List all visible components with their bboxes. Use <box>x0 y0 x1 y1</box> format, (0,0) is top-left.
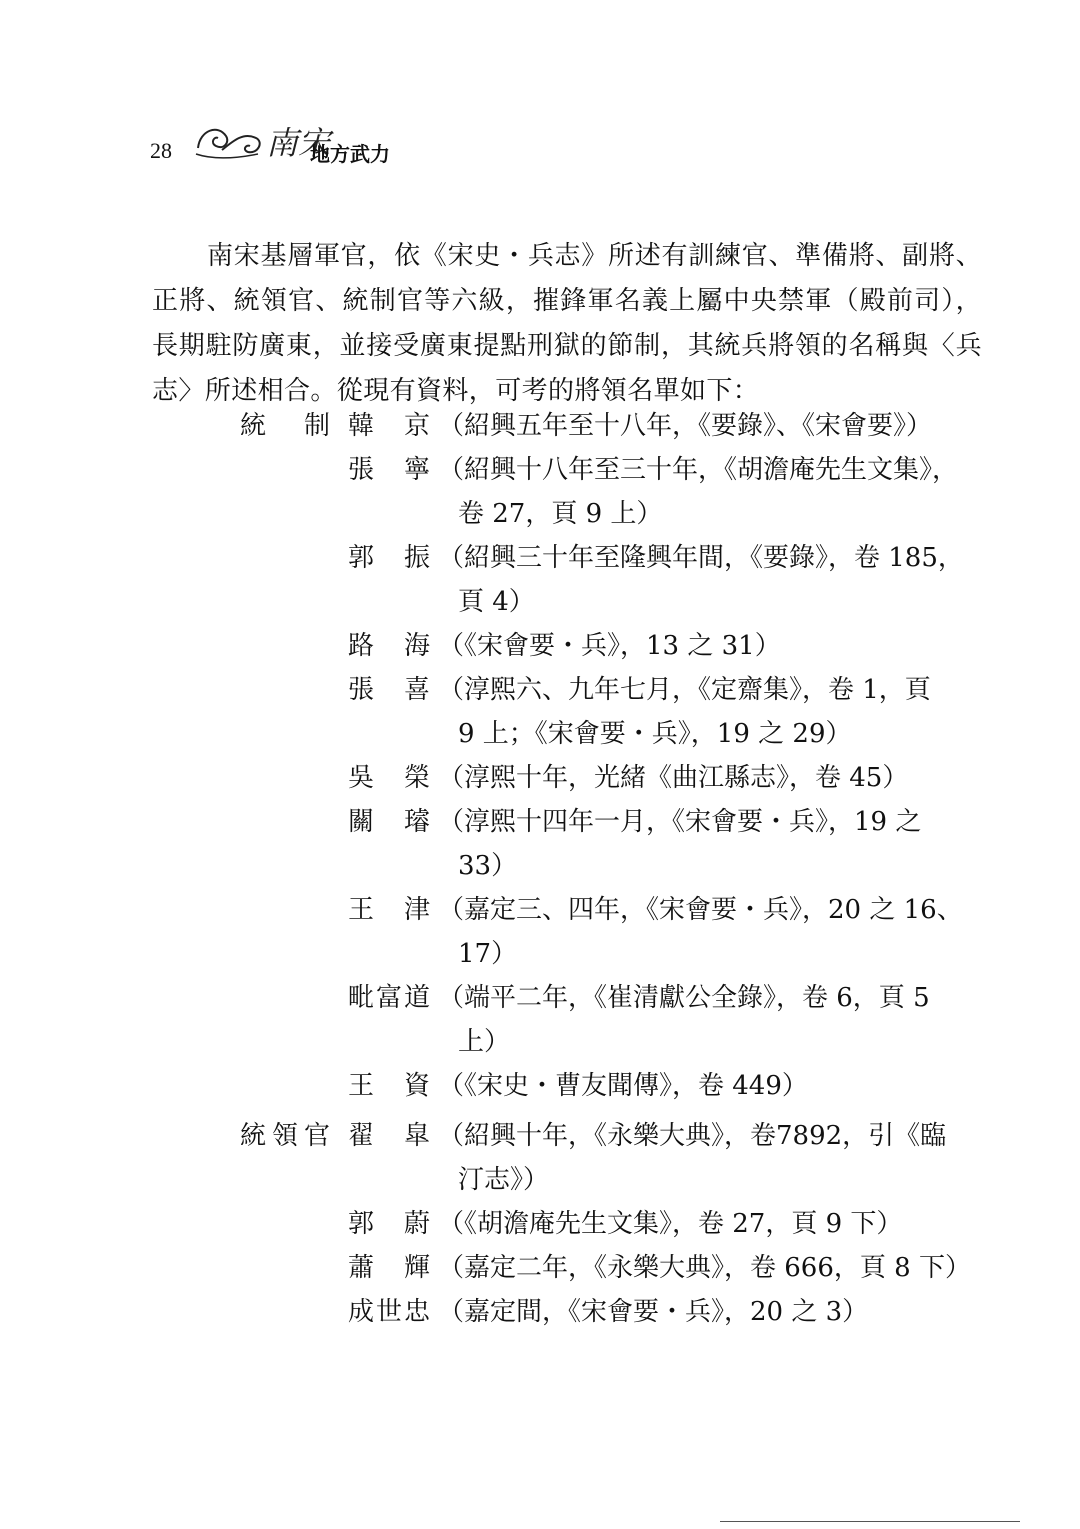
entry-source: （紹興十年，《永樂大典》，卷7892，引《臨 <box>438 1121 947 1151</box>
entry-source: （《宋會要・兵》，13 之 31） <box>438 631 781 661</box>
general-name: 吳 榮 <box>348 763 433 793</box>
entry-source: （淳熙六、九年七月，《定齋集》，卷 1，頁 <box>438 675 931 705</box>
entry-source-cont: 33） <box>458 851 518 881</box>
entry-source-cont: 上） <box>458 1027 511 1057</box>
general-name: 蕭 輝 <box>348 1253 433 1283</box>
intro-paragraph: 南宋基層軍官，依《宋史・兵志》所述有訓練官、準備將、副將、正將、統領官、統制官等六級，摧鋒軍名義上屬中央禁軍（殿前司），長期駐防廣東，並接受廣東提點刑獄的節制，其統兵將領的名稱與〈兵志〉所述相合。從現有資料，可考的將領名單如下： <box>152 241 982 406</box>
page-number: 28 <box>150 138 172 163</box>
general-name: 郭 振 <box>348 543 433 573</box>
entry-source: （《胡澹庵先生文集》，卷 27，頁 9 下） <box>438 1209 903 1239</box>
entry-source: （端平二年，《崔清獻公全錄》，卷 6，頁 5 <box>438 983 930 1013</box>
general-name: 張 喜 <box>348 675 433 705</box>
entry-source: （《宋史・曹友聞傳》，卷 449） <box>438 1071 808 1101</box>
general-name: 王 津 <box>348 895 433 925</box>
scan-edge-divider <box>720 1521 1020 1522</box>
entry-source: （嘉定二年，《永樂大典》，卷 666，頁 8 下） <box>438 1253 971 1283</box>
general-name: 翟 皐 <box>348 1121 433 1151</box>
general-name: 韓 京 <box>348 411 433 441</box>
category-label: 統領官 <box>240 1121 337 1151</box>
entry-source-cont: 汀志》） <box>458 1165 550 1195</box>
entry-source: （嘉定間，《宋會要・兵》，20 之 3） <box>438 1297 869 1327</box>
entry-source-cont: 17） <box>458 939 518 969</box>
general-name: 成世忠 <box>348 1297 433 1327</box>
entry-source-cont: 頁 4） <box>458 587 535 617</box>
entry-source: （淳熙十四年一月，《宋會要・兵》，19 之 <box>438 807 922 837</box>
category-label: 統 制 <box>240 411 337 441</box>
general-name: 王 資 <box>348 1071 433 1101</box>
entry-source: （嘉定三、四年，《宋會要・兵》，20 之 16、 <box>438 895 963 925</box>
entry-source-cont: 9 上；《宋會要・兵》，19 之 29） <box>458 719 852 749</box>
general-name: 路 海 <box>348 631 433 661</box>
general-name: 張 寧 <box>348 455 433 485</box>
entry-source: （紹興十八年至三十年，《胡澹庵先生文集》， <box>438 455 959 485</box>
entry-source-cont: 卷 27，頁 9 上） <box>458 499 663 529</box>
svg-text:南宋: 南宋 <box>266 124 331 162</box>
general-name: 關 璿 <box>348 807 433 837</box>
book-title: 地方武力 <box>310 142 390 166</box>
entry-source: （紹興五年至十八年，《要錄》、《宋會要》） <box>438 411 933 441</box>
entry-source: （紹興三十年至隆興年間，《要錄》，卷 185， <box>438 543 964 573</box>
entry-source: （淳熙十年，光緒《曲江縣志》，卷 45） <box>438 763 909 793</box>
general-name: 郭 蔚 <box>348 1209 433 1239</box>
general-name: 毗富道 <box>348 983 433 1013</box>
